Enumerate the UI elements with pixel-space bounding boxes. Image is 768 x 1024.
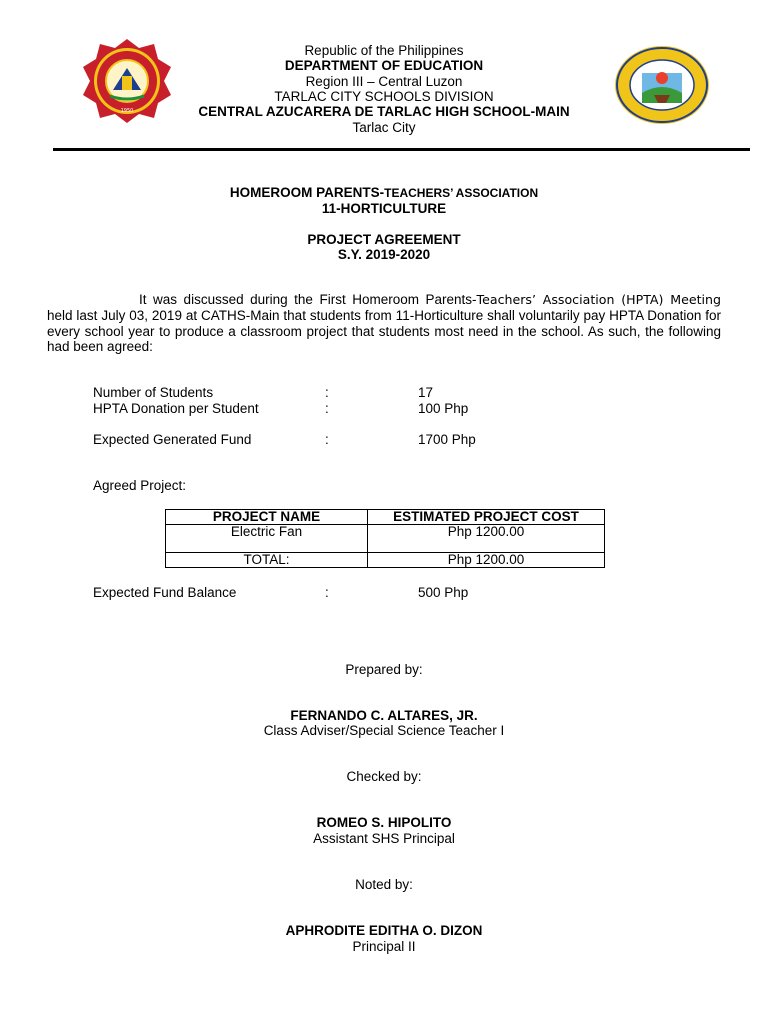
figure-value: 100 Php — [418, 401, 469, 416]
figure-separator: : — [325, 401, 329, 416]
title-association-part1: HOMEROOM PARENTS- — [229, 185, 385, 200]
project-table — [165, 509, 605, 568]
prepared-by-role: Class Adviser/Special Science Teacher I — [263, 723, 505, 738]
paragraph-part2: Teachers’ Association (HPTA) Meeting — [476, 292, 721, 307]
figure-value: 1700 Php — [418, 432, 476, 447]
title-association-part2: TEACHERS’ ASSOCIATION — [384, 186, 539, 200]
table-cell: Php 1200.00 — [368, 553, 605, 568]
title-project-agreement: PROJECT AGREEMENT — [307, 232, 461, 247]
noted-by-label: Noted by: — [355, 877, 413, 892]
figure-row-balance — [0, 585, 768, 600]
noted-by-role: Principal II — [352, 939, 416, 954]
checked-by-role: Assistant SHS Principal — [313, 831, 455, 846]
table-cell: Electric Fan — [166, 525, 368, 553]
header-division: TARLAC CITY SCHOOLS DIVISION — [274, 89, 494, 104]
figure-value: 500 Php — [418, 585, 469, 600]
figure-separator: : — [325, 385, 329, 400]
figure-row-donation — [0, 401, 768, 416]
paragraph-part1: It was discussed during the First Homeroom Parents- — [139, 292, 477, 307]
prepared-by-label: Prepared by: — [345, 662, 423, 677]
header-school: CENTRAL AZUCARERA DE TARLAC HIGH SCHOOL-MAIN — [198, 104, 570, 119]
table-total-row — [166, 553, 605, 568]
noted-by-name: APHRODITE EDITHA O. DIZON — [285, 923, 483, 938]
header-republic: Republic of the Philippines — [304, 43, 464, 58]
table-cell: Php 1200.00 — [368, 525, 605, 553]
table-row — [166, 525, 605, 553]
title-association — [0, 185, 768, 200]
paragraph-part3: held last July 03, 2019 at CATHS-Main that students from 11-Horticulture shall voluntarily pay HPTA Donation for every school year to produce a classroom project that students most need in the school. As such, the following had been agreed: — [47, 307, 721, 355]
figure-row-fund — [0, 432, 768, 447]
header-city: Tarlac City — [352, 120, 416, 135]
figure-label: Number of Students — [93, 385, 214, 400]
checked-by-label: Checked by: — [346, 769, 422, 784]
agreement-paragraph — [47, 292, 721, 355]
figure-separator: : — [325, 432, 329, 447]
header-region: Region III – Central Luzon — [305, 74, 463, 89]
table-header-cell: PROJECT NAME — [166, 510, 368, 525]
figure-value: 17 — [418, 385, 434, 400]
header-department: DEPARTMENT OF EDUCATION — [284, 58, 484, 73]
table-cell: TOTAL: — [166, 553, 368, 568]
header-rule — [53, 148, 750, 151]
table-header-cell: ESTIMATED PROJECT COST — [368, 510, 605, 525]
figure-label: Expected Fund Balance — [93, 585, 237, 600]
agreed-project-label: Agreed Project: — [93, 478, 187, 493]
checked-by-name: ROMEO S. HIPOLITO — [316, 815, 452, 830]
prepared-by-name: FERNANDO C. ALTARES, JR. — [290, 708, 478, 723]
figure-label: HPTA Donation per Student — [93, 401, 259, 416]
figure-label: Expected Generated Fund — [93, 432, 252, 447]
figure-separator: : — [325, 585, 329, 600]
table-header-row — [166, 510, 605, 525]
figure-row-students — [0, 385, 768, 400]
title-section: 11-HORTICULTURE — [321, 201, 447, 216]
title-school-year: S.Y. 2019-2020 — [337, 247, 431, 262]
seal-year: 1950 — [120, 108, 134, 114]
